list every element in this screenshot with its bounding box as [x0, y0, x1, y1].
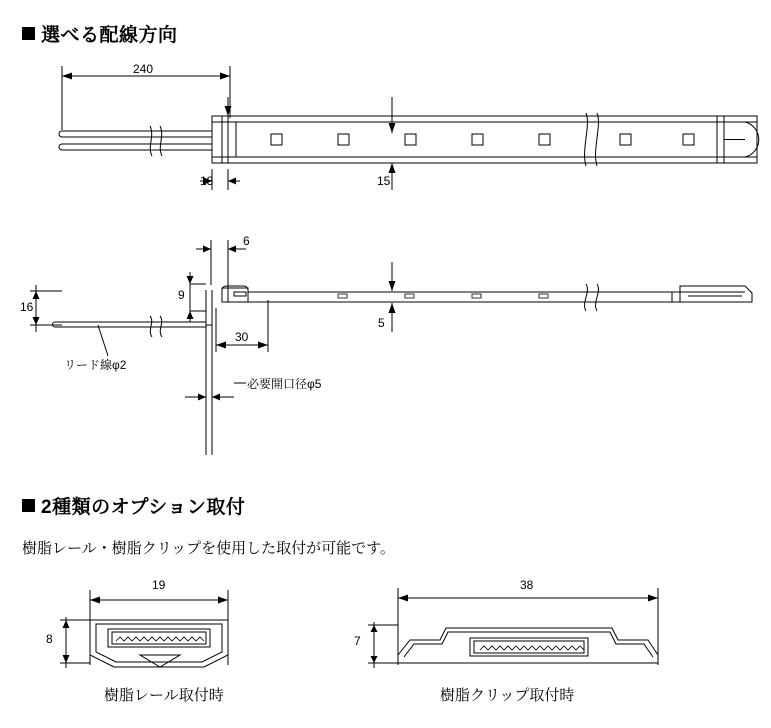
dim-9: 9 [178, 288, 185, 302]
square-bullet-icon-2 [22, 499, 35, 512]
dim-5: 5 [378, 316, 385, 330]
dim-7: 7 [354, 634, 361, 648]
section-title-options-label: 2種類のオプション取付 [41, 497, 246, 518]
label-required-hole: 必要開口径φ5 [247, 377, 322, 391]
dim-16: 16 [20, 300, 34, 314]
caption-clip: 樹脂クリップ取付時 [440, 687, 575, 704]
dim-15: 15 [377, 174, 391, 188]
dim-19: 19 [152, 578, 166, 592]
dim-8: 8 [46, 632, 53, 646]
caption-rail: 樹脂レール取付時 [104, 687, 224, 704]
options-description: 樹脂レール・樹脂クリップを使用した取付が可能です。 [22, 540, 395, 557]
section-title-wiring-label: 選べる配線方向 [41, 25, 178, 46]
dim-240: 240 [133, 62, 154, 76]
dim-38: 38 [520, 578, 534, 592]
dim-18: 18 [200, 174, 214, 188]
section-title-options [22, 492, 245, 519]
dim-30: 30 [235, 330, 249, 344]
label-lead-wire: リード線φ2 [64, 358, 127, 372]
dim-6: 6 [243, 234, 250, 248]
